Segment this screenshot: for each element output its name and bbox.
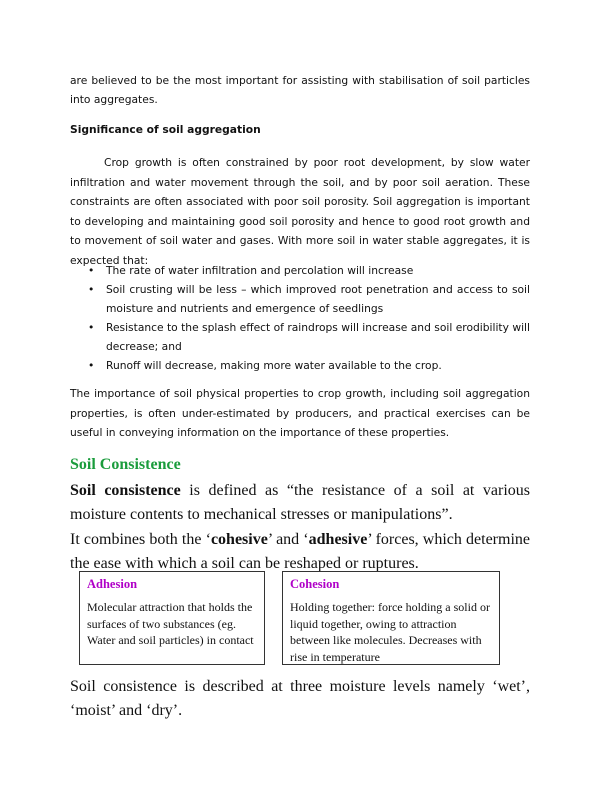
significance-text: Crop growth is often constrained by poor root development, by slow water infiltration and water movement through the soil, and by poor soil aeration. These constraints are often associated with poor soil porosity. Soil aggregation is important to developing and maintaining good soil porosity and hence to good root growth and to movement of soil water and gases. With more soil in water stable aggregates, it is expected that: xyxy=(70,156,530,267)
bullet-icon: • xyxy=(88,359,95,372)
adhesion-box xyxy=(79,571,265,665)
intro-paragraph: are believed to be the most important for assisting with stabilisation of soil particles into aggregates. xyxy=(70,74,530,106)
list-item xyxy=(88,280,530,318)
importance-paragraph: The importance of soil physical properties to crop growth, including soil aggregation properties, is often under-estimated by producers, and practical exercises can be useful in conveying information on the importance of these properties. xyxy=(70,387,530,439)
cohesion-box xyxy=(282,571,500,665)
combines-paragraph xyxy=(70,528,530,576)
bullet-icon: • xyxy=(88,264,95,277)
definition-term: Soil consistence xyxy=(70,482,181,499)
bullet-icon: • xyxy=(88,321,95,334)
combines-text-3: ’ forces, which determine the ease with which a soil can be reshaped or ruptures. xyxy=(70,531,530,572)
significance-paragraph xyxy=(70,153,530,270)
definition-paragraph xyxy=(70,479,530,527)
term-adhesive: adhesive xyxy=(308,531,368,548)
heading-significance: Significance of soil aggregation xyxy=(70,123,261,136)
list-item xyxy=(88,261,530,280)
list-item-text: Resistance to the splash effect of raindrops will increase and soil erodibility will decrease; and xyxy=(106,321,530,353)
adhesion-title: Adhesion xyxy=(87,577,138,591)
combines-text-2: ’ and ‘ xyxy=(267,531,309,548)
list-item-text: Runoff will decrease, making more water available to the crop. xyxy=(106,359,442,372)
expected-effects-list xyxy=(88,261,530,375)
definition-text: is defined as “the resistance of a soil at various moisture contents to mechanical stresses or manipulations”. xyxy=(70,482,531,523)
adhesion-description: Molecular attraction that holds the surfaces of two substances (eg. Water and soil particles) in contact xyxy=(87,600,254,647)
heading-soil-consistence: Soil Consistence xyxy=(70,456,181,473)
combines-text-1: It combines both the ‘ xyxy=(70,531,211,548)
bullet-icon: • xyxy=(88,283,95,296)
list-item-text: The rate of water infiltration and percolation will increase xyxy=(106,264,414,277)
term-cohesive: cohesive xyxy=(210,531,268,548)
list-item-text: Soil crusting will be less – which improved root penetration and access to soil moisture and nutrients and emergence of seedlings xyxy=(106,283,530,315)
moisture-levels-paragraph: Soil consistence is described at three moisture levels namely ‘wet’, ‘moist’ and ‘dry’. xyxy=(70,678,530,719)
cohesion-title: Cohesion xyxy=(290,577,340,591)
cohesion-description: Holding together: force holding a solid or liquid together, owing to attraction between like molecules. Decreases with rise in temperature xyxy=(290,600,490,664)
list-item xyxy=(88,356,530,375)
list-item xyxy=(88,318,530,356)
